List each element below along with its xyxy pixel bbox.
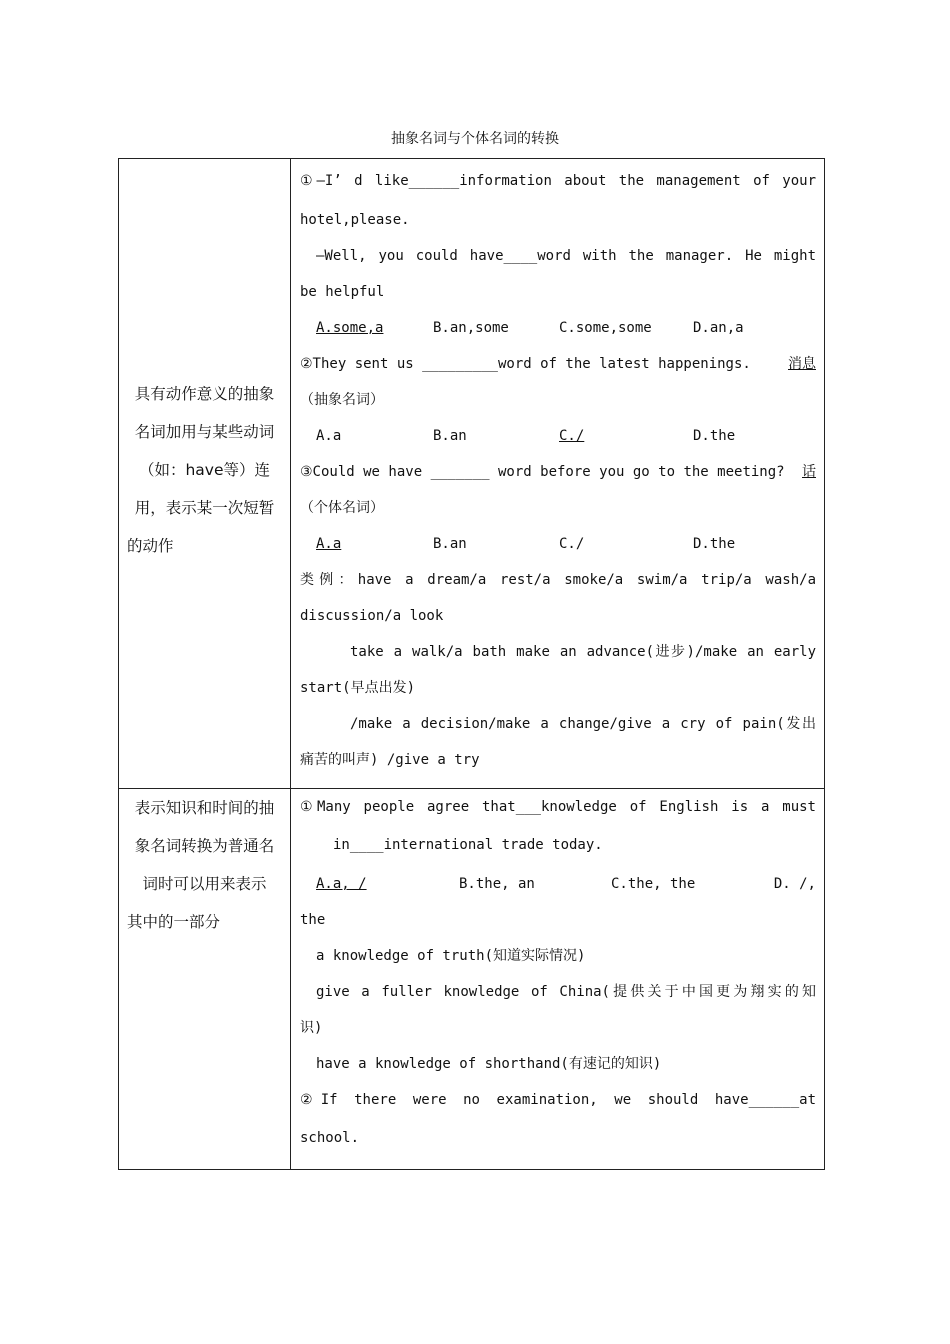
option-c: C./ [559, 536, 585, 552]
example-line: have a knowledge of shorthand(有速记的知识) [316, 1056, 662, 1072]
question-note: （抽象名词） [300, 392, 384, 408]
row-description-cell [119, 789, 291, 1169]
question-text: ③Could we have [300, 464, 431, 480]
description-line: 其中的一部分 [127, 913, 221, 931]
question-line: ①—I’ d like______information about the management of your [300, 173, 816, 189]
option-b: B.an [433, 428, 467, 444]
question-line: school. [300, 1130, 360, 1146]
question-text: word before you go to the meeting? [489, 464, 785, 480]
question-line [300, 346, 816, 382]
option-c: C.some,some [559, 320, 652, 336]
meaning-note: 话 [802, 464, 816, 480]
description-line: 表示知识和时间的抽 [134, 799, 275, 817]
example-line: /make a decision/make a change/give a cry of pain(发出 [350, 716, 816, 732]
table-row [119, 788, 824, 1169]
example-line: give a fuller knowledge of China(提供关于中国更为翔实的知 [316, 984, 816, 1000]
option-a: A.some,a [316, 320, 384, 336]
description-line: 具有动作意义的抽象 [134, 384, 275, 403]
option-a: A.a [316, 536, 342, 552]
row-example-cell [291, 159, 824, 788]
question-line: the [300, 912, 326, 928]
question-line: —Well, you could have____word with the manager. He might [316, 248, 816, 264]
example-line: 识) [300, 1020, 323, 1036]
option-a: A.a, / [316, 876, 367, 892]
option-b: B.the, an [459, 876, 535, 892]
option-b: B.an,some [433, 320, 509, 336]
option-d: D. /, [773, 876, 816, 892]
question-line: in____international trade today. [333, 837, 603, 853]
option-b: B.an [433, 536, 467, 552]
example-line: 类例：have a dream/a rest/a smoke/a swim/a trip/a wash/a [300, 572, 816, 588]
answer-options [300, 526, 816, 562]
question-text: ②They sent us [300, 356, 423, 372]
answer-options [300, 418, 816, 454]
question-line [300, 454, 816, 490]
answer-options [300, 310, 816, 346]
question-line: be helpful [300, 284, 385, 300]
option-d: D.the [693, 428, 736, 444]
row-description-cell [119, 159, 291, 788]
row-example-cell [291, 789, 824, 1169]
example-line: take a walk/a bath make an advance(进步)/make an early [350, 644, 816, 660]
option-c: C./ [559, 428, 585, 444]
table-row [119, 159, 824, 788]
option-a: A.a [316, 428, 342, 444]
description-line: 象名词转换为普通名 [134, 837, 275, 855]
question-line: ①Many people agree that___knowledge of English is a must [300, 799, 816, 815]
meaning-note: 消息 [788, 356, 816, 372]
example-line: start(早点出发) [300, 680, 416, 696]
question-line: ②If there were no examination, we should have______at [300, 1092, 816, 1108]
description-line: 用，表示某一次短暂 [134, 498, 275, 517]
example-line: a knowledge of truth(知道实际情况) [316, 948, 586, 964]
question-text: word of the latest happenings. [497, 356, 751, 372]
description-line: 词时可以用来表示 [142, 875, 267, 893]
page-title: 抽象名词与个体名词的转换 [391, 131, 559, 147]
option-d: D.an,a [693, 320, 744, 336]
description-line: （如：have等）连 [138, 460, 271, 479]
option-d: D.the [693, 536, 736, 552]
example-line: 痛苦的叫声) /give a try [300, 752, 480, 768]
question-note: （个体名词） [300, 500, 384, 516]
example-line: discussion/a look [300, 608, 444, 624]
grammar-table [118, 158, 825, 1170]
answer-options [300, 866, 816, 902]
answer-blank: _________ [422, 356, 498, 372]
question-line: hotel,please. [300, 212, 410, 228]
option-c: C.the, the [611, 876, 696, 892]
answer-blank: _______ [430, 464, 490, 480]
description-line: 的动作 [127, 536, 174, 555]
description-line: 名词加用与某些动词 [134, 422, 275, 441]
